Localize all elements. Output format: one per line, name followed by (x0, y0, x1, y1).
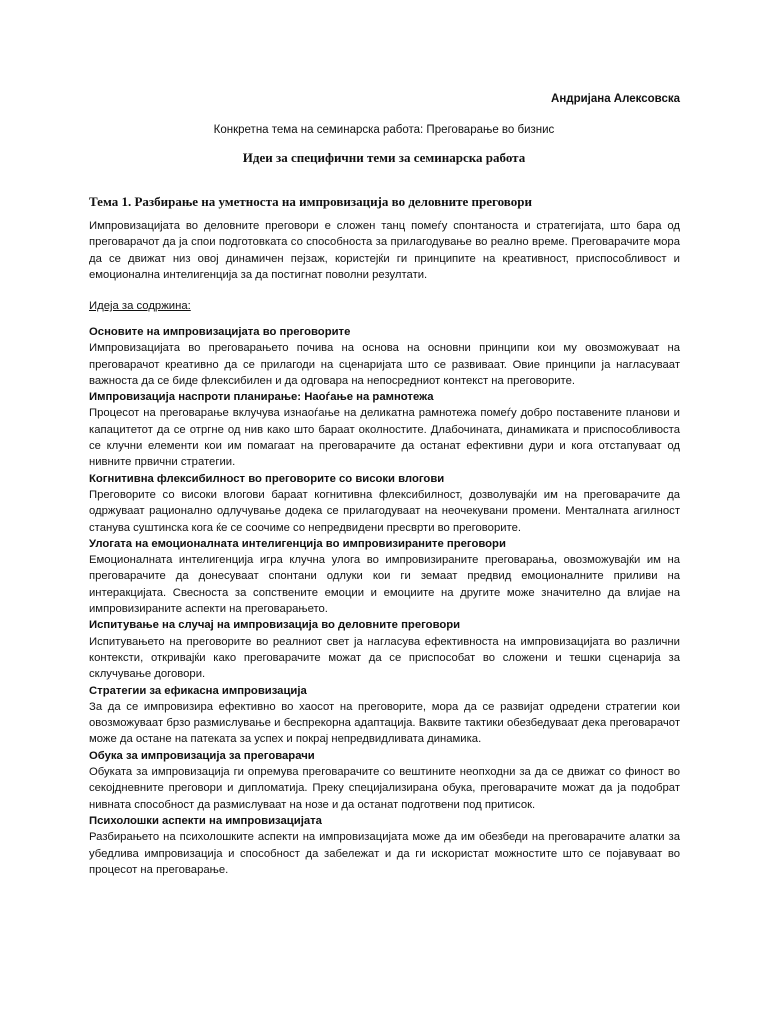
section-item (89, 683, 680, 748)
section-text: Преговорите со високи влогови бараат когнитивна флексибилност, дозволувајќи им на преговарачите да одржуваат рационално одлучување додека се прилагодуваат на неочекувани промени. Менталната агилност станува суштинска кога ќе се соочиме со непредвидени пресврти во преговорите. (89, 488, 680, 534)
section-title: Когнитивна флексибилност во преговорите со високи влогови (89, 472, 445, 485)
document-subtitle: Идеи за специфични теми за семинарска работа (242, 150, 526, 165)
section-item (89, 324, 680, 389)
section-text: Разбирањето на психолошките аспекти на импровизацијата може да им обезбеди на преговарачите алатки за убедлива импровизација и способност да забележат и да ги искористат можностите што се појавуваат во процесот на преговарање. (89, 831, 680, 876)
section-title: Испитување на случај на импровизација во деловните преговори (89, 619, 461, 632)
theme-heading: Тема 1. Разбирање на уметноста на импровизација во деловните преговори (89, 194, 532, 209)
seminar-topic-line: Конкретна тема на семинарска работа: Преговарање во бизнис (213, 124, 555, 136)
section-text: За да се импровизира ефективно во хаосот на преговорите, мора да се развијат одредени стратегии кои овозможуваат брзо размислување и беспрекорна адаптација. Ваквите тактики обезбедуваат дека преговарачот може да остане на патеката за успех и покрај непредвидливата динамика. (89, 700, 680, 746)
section-item (89, 748, 680, 813)
section-item (89, 389, 680, 470)
section-item (89, 471, 680, 536)
section-text: Испитувањето на преговорите во реалниот свет ја нагласува ефективноста на импровизацијата во различни контексти, откривајќи како преговарачите можат да се приспособат во сложени и тешки сценарија за склучување договори. (89, 635, 680, 681)
intro-paragraph: Импровизацијата во деловните преговори е сложен танц помеѓу спонтаноста и стратегијата, што бара од преговарачот да ја спои подготовката со способноста за прилагодување во реално време. Преговарачите мора да се движат низ овој динамичен пејзаж, користејќи ги принципите на креативност, приспособливост и емоционална интелигенција за да постигнат поволни резултати. (89, 220, 680, 281)
section-item (89, 536, 680, 617)
sections-list (89, 324, 680, 878)
section-item (89, 813, 680, 878)
section-title: Психолошки аспекти на импровизацијата (89, 814, 322, 827)
section-text: Обуката за импровизација ги опремува преговарачите со вештините неопходни за да се движат со финост во секојдневните преговори и дипломатија. Преку специјализирана обука, преговарачите можат да ја подобрат нивната способност да размислуваат на нозе и да останат подготвени под притисок. (89, 766, 680, 811)
section-title: Улогата на емоционалната интелигенција во импровизираните преговори (89, 537, 506, 550)
section-text: Импровизацијата во преговарањето почива на основа на основни принципи кои му овозможуваат на преговарачот креативно да се прилагоди на сценаријата што се развиваат. Овие принципи ја нагласуваат важноста да се биде флексибилен и да одговара на непосредниот контекст на преговорите. (89, 342, 680, 387)
section-title: Обука за импровизација за преговарачи (89, 749, 315, 762)
section-title: Основите на импровизацијата во преговорите (89, 326, 351, 338)
section-title: Стратегии за ефикасна импровизација (89, 684, 307, 697)
section-item (89, 617, 680, 682)
author-name: Андријана Алексовска (551, 93, 680, 105)
section-text: Емоционалната интелигенција игра клучна улога во импровизираните преговарања, овозможувајќи им на преговарачите да донесуваат спонтани одлуки кои ги земаат предвид емоционалните приливи на интеракцијата. Свесноста за сопствените емоции и емоциите на другите може значително да влијае на импровизираните аспекти на преговарањето. (89, 554, 680, 616)
section-title: Импровизација наспроти планирање: Наоѓање на рамнотежа (89, 391, 434, 404)
content-idea-label: Идеја за содржина: (89, 300, 191, 312)
section-text: Процесот на преговарање вклучува изнаоѓање на деликатна рамнотежа помеѓу добро поставените планови и капацитетот да се отргне од нив како што бараат околностите. Длабочината, динамиката и приспособливоста се клучни елементи кои им помагаат на преговарачите да останат ефективни дури и кога отстапуваат од нивните првични стратегии. (89, 407, 680, 469)
